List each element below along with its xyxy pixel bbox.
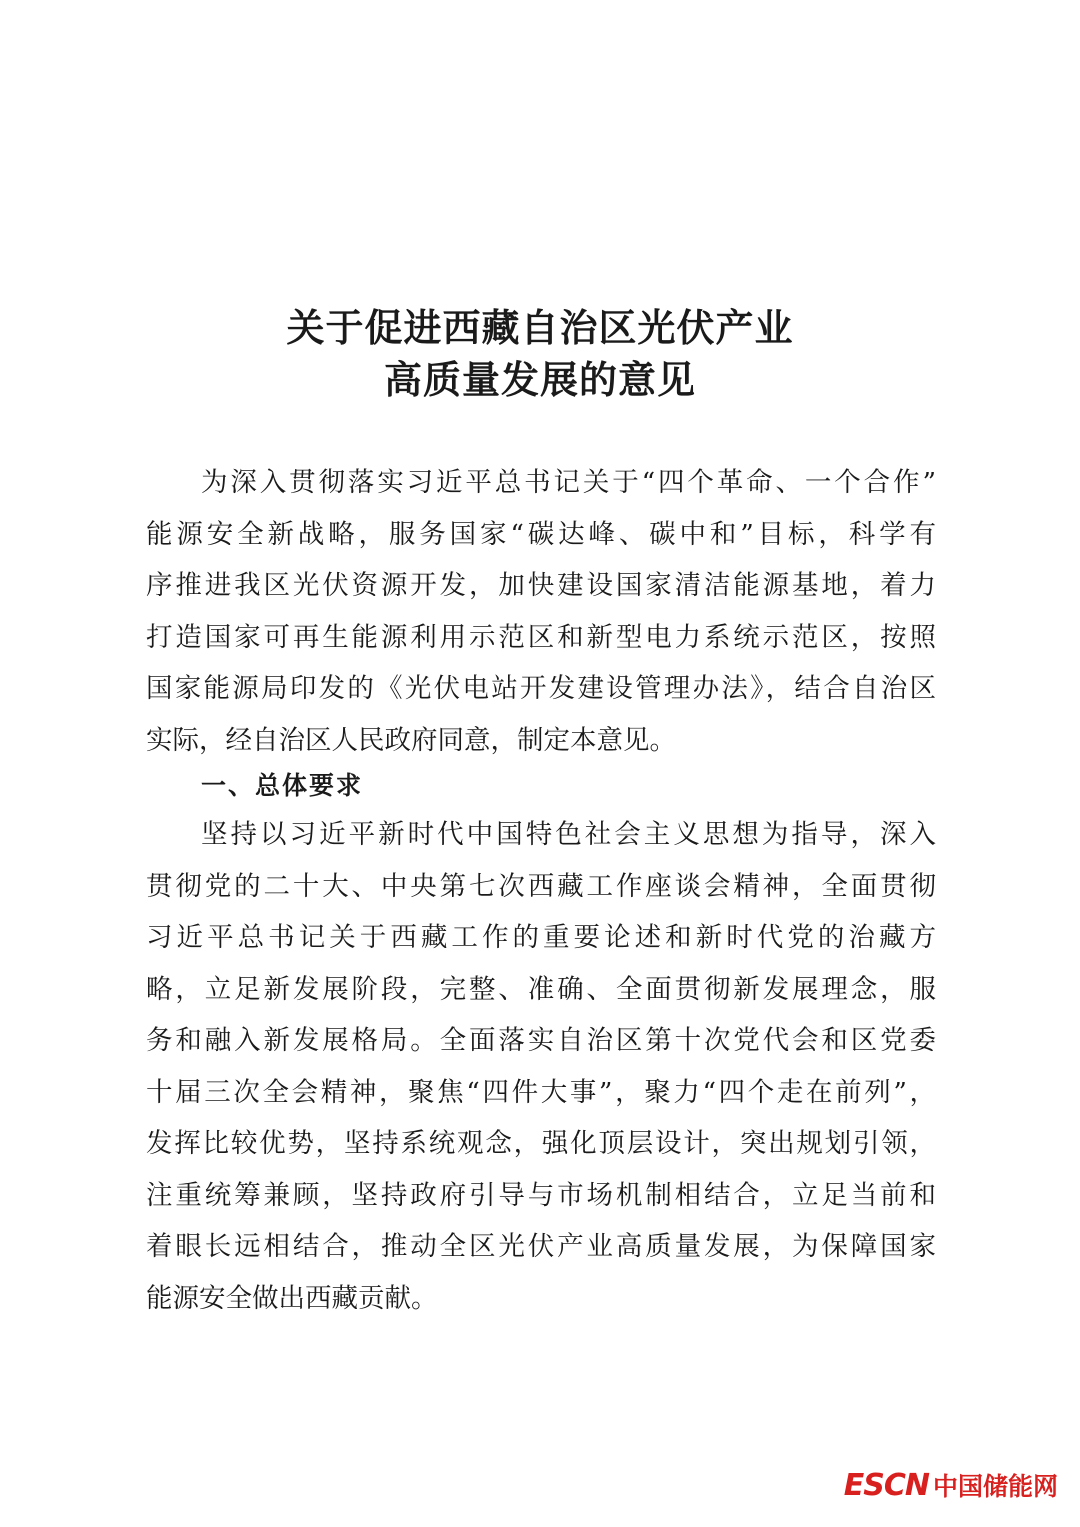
escn-watermark-logo — [844, 1467, 1058, 1503]
paragraph-line: 略，立足新发展阶段，完整、准确、全面贯彻新发展理念，服 — [146, 973, 936, 1005]
paragraph-line: 注重统筹兼顾，坚持政府引导与市场机制相结合，立足当前和 — [146, 1179, 936, 1211]
paragraph-line: 习近平总书记关于西藏工作的重要论述和新时代党的治藏方 — [146, 922, 936, 953]
paragraph-line: 能源安全新战略，服务国家“碳达峰、碳中和”目标，科学有 — [146, 518, 936, 550]
paragraph-line: 为深入贯彻落实习近平总书记关于“四个革命、一个合作” — [201, 467, 936, 498]
paragraph-line: 发挥比较优势，坚持系统观念，强化顶层设计，突出规划引领， — [146, 1128, 936, 1159]
logo-escn-text: ESCN — [843, 1467, 929, 1503]
paragraph-line: 务和融入新发展格局。全面落实自治区第十次党代会和区党委 — [146, 1025, 936, 1056]
paragraph-line: 国家能源局印发的《光伏电站开发建设管理办法》，结合自治区 — [146, 673, 936, 704]
intro-paragraph — [146, 457, 936, 766]
paragraph-line: 十届三次全会精神，聚焦“四件大事”，聚力“四个走在前列”， — [146, 1076, 936, 1108]
logo-cn-text: 中国储能网 — [932, 1472, 1058, 1501]
paragraph-line: 贯彻党的二十大、中央第七次西藏工作座谈会精神，全面贯彻 — [146, 870, 936, 902]
paragraph-line: 序推进我区光伏资源开发，加快建设国家清洁能源基地，着力 — [146, 570, 936, 601]
document-title-line-2: 高质量发展的意见 — [383, 357, 696, 402]
paragraph-line: 能源安全做出西藏贡献。 — [146, 1282, 438, 1314]
document-title-line-1: 关于促进西藏自治区光伏产业 — [286, 305, 794, 350]
paragraph-line: 打造国家可再生能源利用示范区和新型电力系统示范区，按照 — [146, 621, 936, 653]
paragraph-line: 着眼长远相结合，推动全区光伏产业高质量发展，为保障国家 — [146, 1231, 936, 1262]
paragraph-line: 实际，经自治区人民政府同意，制定本意见。 — [146, 724, 676, 756]
paragraph-line: 坚持以习近平新时代中国特色社会主义思想为指导，深入 — [201, 819, 936, 850]
section-1-paragraph — [146, 809, 936, 1324]
section-heading: 一、总体要求 — [201, 771, 364, 800]
